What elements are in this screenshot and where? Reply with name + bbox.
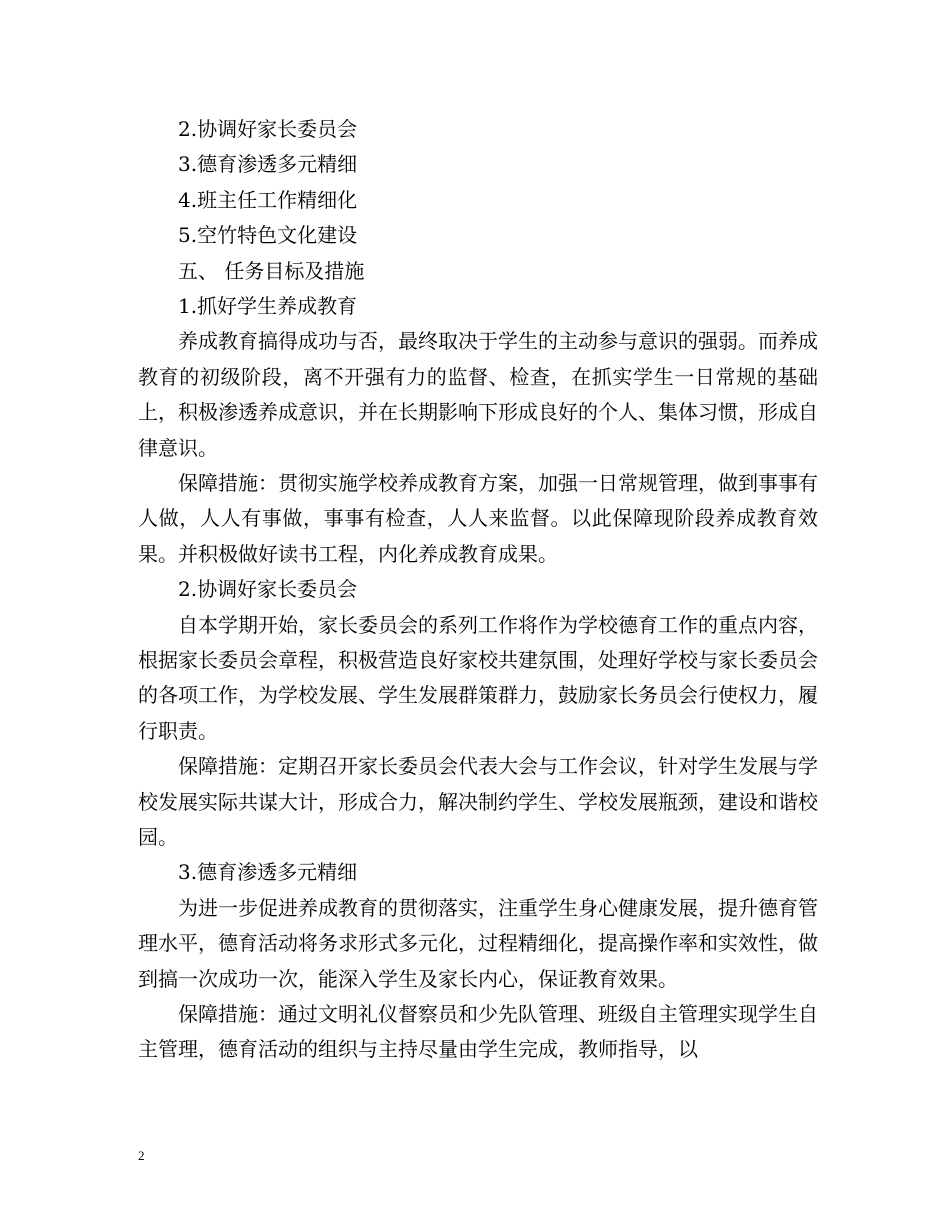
- document-body: [138, 112, 818, 1068]
- subheading-parents-committee: 2.协调好家长委员会: [178, 577, 358, 602]
- subheading-moral-education: 3.德育渗透多元精细: [178, 860, 358, 885]
- list-item-moral-education: 3.德育渗透多元精细: [178, 152, 358, 177]
- paragraph-habit-education: 养成教育搞得成功与否，最终取决于学生的主动参与意识的强弱。而养成教育的初级阶段，离不开强有力的监督、检查，在抓实学生一日常规的基础上，积极渗透养成意识，并在长期影响下形成良好的个人、集体习惯，形成自律意识。: [138, 329, 818, 460]
- paragraph-moral-measures: 保障措施：通过文明礼仪督察员和少先队管理、班级自主管理实现学生自主管理，德育活动的组织与主持尽量由学生完成，教师指导，以: [138, 1002, 818, 1062]
- paragraph-parents-measures: 保障措施：定期召开家长委员会代表大会与工作会议，针对学生发展与学校发展实际共谋大计，形成合力，解决制约学生、学校发展瓶颈，建设和谐校园。: [138, 754, 818, 850]
- list-item-parents-committee: 2.协调好家长委员会: [178, 117, 358, 141]
- subheading-habit-education: 1.抓好学生养成教育: [178, 293, 358, 318]
- paragraph-parents-committee: 自本学期开始，家长委员会的系列工作将作为学校德育工作的重点内容，根据家长委员会章程，积极营造良好家校共建氛围，处理好学校与家长委员会的各项工作，为学校发展、学生发展群策群力，鼓励家长务员会行使权力，履行职责。: [138, 612, 818, 743]
- page-number: 2: [138, 1148, 145, 1163]
- list-item-diabolo-culture: 5.空竹特色文化建设: [178, 223, 358, 248]
- paragraph-moral-education: 为进一步促进养成教育的贯彻落实，注重学生身心健康发展，提升德育管理水平，德育活动将务求形式多元化，过程精细化，提高操作率和实效性，做到搞一次成功一次，能深入学生及家长内心，保证教育效果。: [138, 895, 818, 991]
- list-item-head-teacher: 4.班主任工作精细化: [178, 187, 358, 212]
- paragraph-habit-measures: 保障措施：贯彻实施学校养成教育方案，加强一日常规管理，做到事事有人做，人人有事做，事事有检查，人人来监督。以此保障现阶段养成教育效果。并积极做好读书工程，内化养成教育成果。: [138, 470, 818, 566]
- section-heading-goals: 五、 任务目标及措施: [178, 258, 365, 283]
